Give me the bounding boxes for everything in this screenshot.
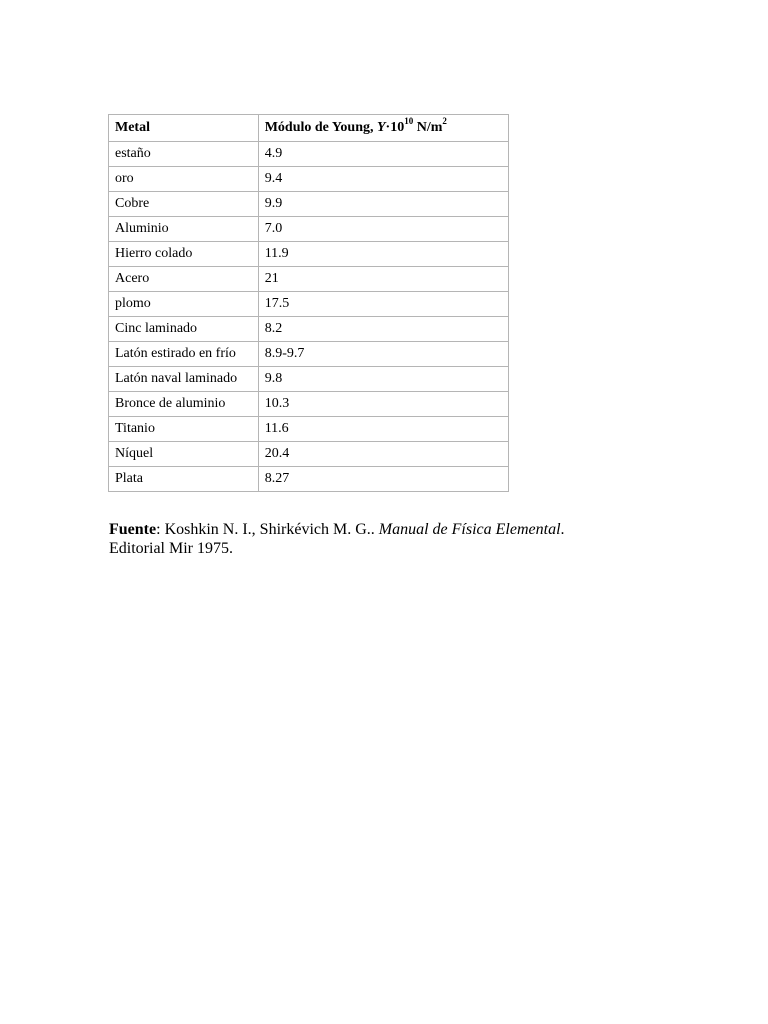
metal-cell: Níquel (109, 442, 259, 467)
value-cell: 9.4 (258, 167, 508, 192)
metal-cell: Aluminio (109, 217, 259, 242)
metal-cell: Latón estirado en frío (109, 342, 259, 367)
value-cell: 7.0 (258, 217, 508, 242)
value-cell: 8.2 (258, 317, 508, 342)
young-modulus-table (108, 114, 509, 492)
value-cell: 8.9-9.7 (258, 342, 508, 367)
source-separator: : (156, 521, 165, 538)
value-cell: 10.3 (258, 392, 508, 417)
value-cell: 4.9 (258, 142, 508, 167)
table-row (109, 342, 509, 367)
table-row (109, 392, 509, 417)
value-cell: 17.5 (258, 292, 508, 317)
table-row (109, 267, 509, 292)
table-row (109, 442, 509, 467)
metal-cell: Plata (109, 467, 259, 492)
table-row (109, 217, 509, 242)
header-unit-exponent: 2 (442, 116, 447, 127)
header-young-modulus (258, 115, 508, 142)
header-exponent: 10 (404, 116, 414, 127)
metal-cell: estaño (109, 142, 259, 167)
metal-cell: plomo (109, 292, 259, 317)
source-publisher: Editorial Mir 1975. (109, 540, 233, 557)
value-cell: 11.9 (258, 242, 508, 267)
metal-cell: oro (109, 167, 259, 192)
source-label: Fuente (109, 521, 157, 538)
table-row (109, 192, 509, 217)
metal-cell: Hierro colado (109, 242, 259, 267)
header-modulus-label: Módulo de Young, (264, 120, 377, 135)
metal-cell: Titanio (109, 417, 259, 442)
table-row (109, 292, 509, 317)
source-authors: Koshkin N. I., Shirkévich M. G.. (164, 521, 379, 538)
metal-cell: Bronce de aluminio (109, 392, 259, 417)
source-citation (109, 520, 669, 558)
table-row (109, 142, 509, 167)
metal-cell: Cobre (109, 192, 259, 217)
source-book-title: Manual de Física Elemental (378, 521, 561, 538)
table-row (109, 167, 509, 192)
value-cell: 11.6 (258, 417, 508, 442)
table-row (109, 467, 509, 492)
table-row (109, 417, 509, 442)
header-unit: N/m (413, 120, 443, 135)
value-cell: 9.9 (258, 192, 508, 217)
table-row (109, 317, 509, 342)
metal-cell: Cinc laminado (109, 317, 259, 342)
metal-cell: Latón naval laminado (109, 367, 259, 392)
header-times-ten: ·10 (385, 120, 405, 135)
header-metal: Metal (109, 115, 259, 142)
header-symbol: Y (376, 120, 386, 135)
value-cell: 21 (258, 267, 508, 292)
metal-cell: Acero (109, 267, 259, 292)
value-cell: 9.8 (258, 367, 508, 392)
value-cell: 8.27 (258, 467, 508, 492)
table-header-row (109, 115, 509, 142)
value-cell: 20.4 (258, 442, 508, 467)
table-row (109, 242, 509, 267)
source-title-period: . (560, 521, 565, 538)
table-row (109, 367, 509, 392)
